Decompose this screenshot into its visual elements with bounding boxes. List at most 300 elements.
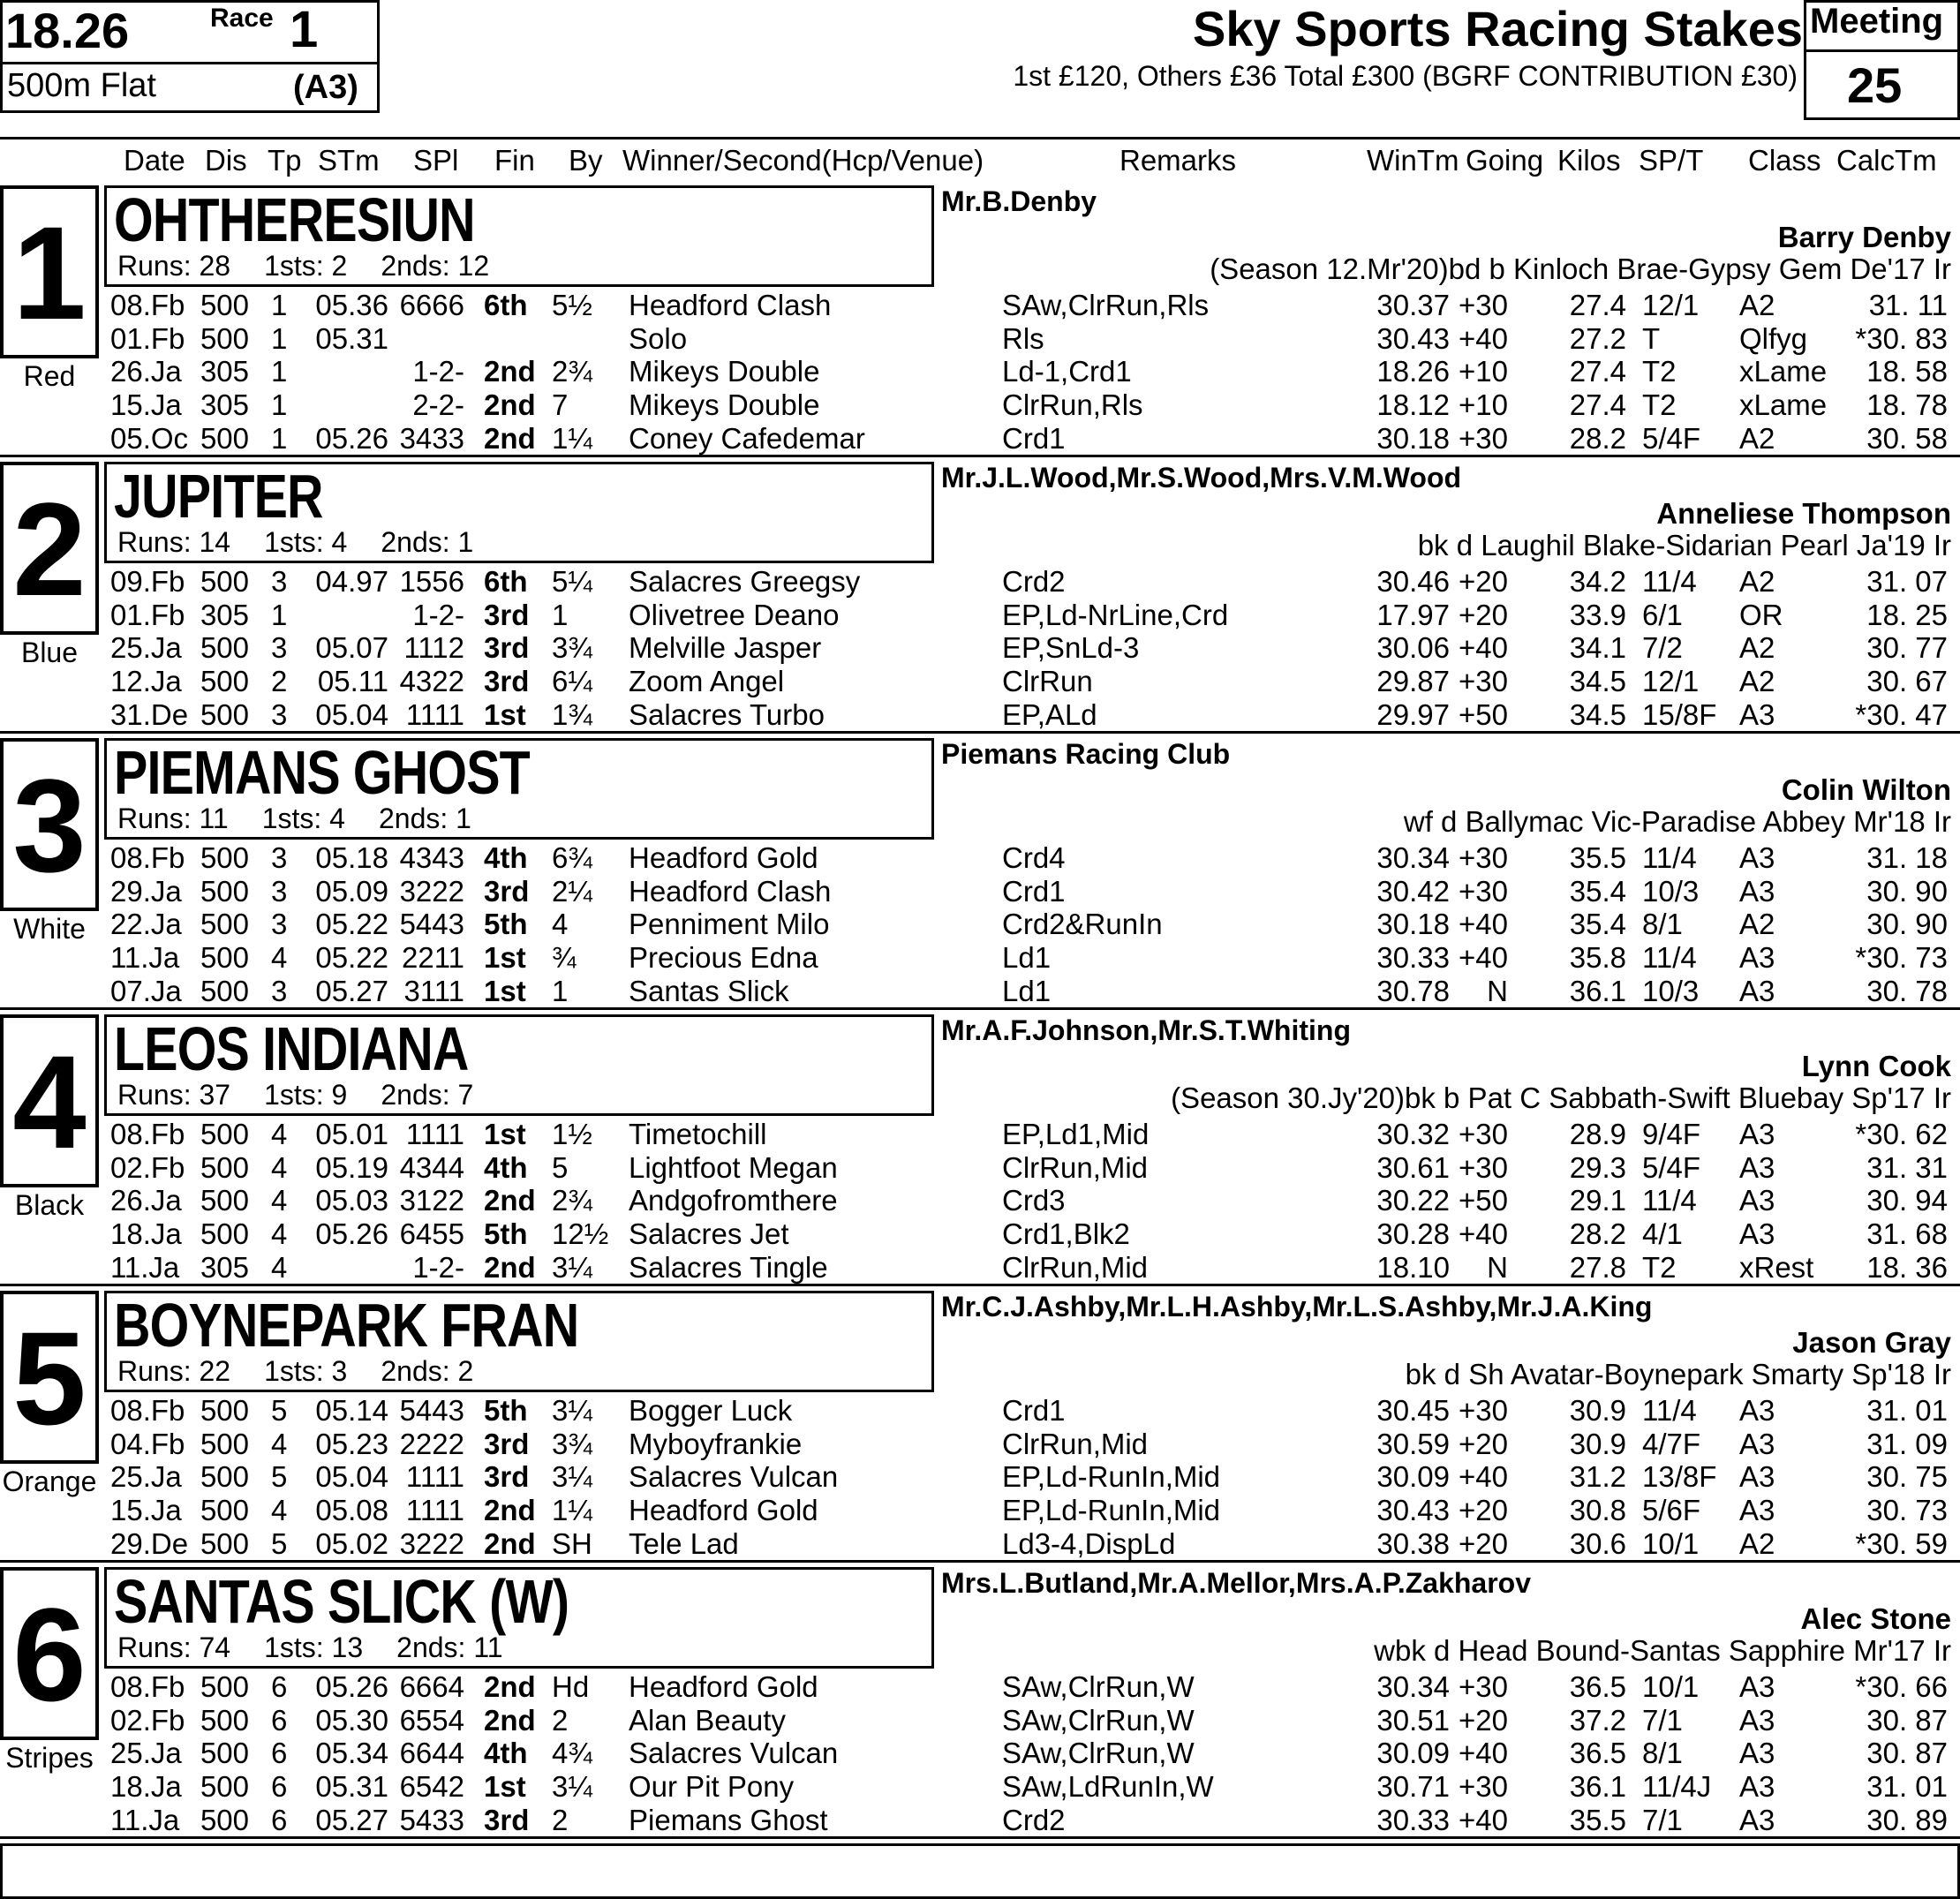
form-row [0, 975, 1960, 1008]
form-cell-sp-t: 11/4 [1642, 1184, 1697, 1217]
form-cell-by: 4 [552, 908, 569, 940]
form-cell-class: A3 [1739, 1737, 1775, 1769]
form-cell-stm: 05.01 [315, 1118, 388, 1150]
form-cell-going: +40 [1459, 631, 1508, 664]
form-cell-wintm: 30.37 [1376, 289, 1450, 321]
form-cell-calctm: 30. 90 [1866, 875, 1948, 908]
form-row [0, 1428, 1960, 1461]
form-cell-date: 26.Ja [110, 1184, 182, 1217]
form-cell-sp-t: T2 [1642, 1251, 1677, 1284]
form-cell-going: +40 [1459, 941, 1508, 974]
form-cell-class: A3 [1739, 1704, 1775, 1737]
form-cell-fin: 3rd [484, 1460, 530, 1493]
form-cell-class: A2 [1739, 289, 1775, 321]
form-cell-spl: 1111 [405, 1494, 464, 1526]
form-cell-winner-second-hcp-venue-: Mikeys Double [629, 355, 820, 388]
form-cell-spl: 5443 [399, 908, 464, 940]
form-cell-winner-second-hcp-venue-: Melville Jasper [629, 631, 822, 664]
form-cell-sp-t: 4/7F [1642, 1428, 1701, 1460]
form-cell-dis: 500 [200, 875, 249, 908]
form-cell-dis: 500 [200, 1527, 249, 1560]
form-cell-going: +40 [1459, 1737, 1508, 1769]
form-cell-stm: 05.03 [315, 1184, 388, 1217]
form-cell-class: A3 [1739, 1428, 1775, 1460]
form-cell-by: 3¼ [552, 1460, 592, 1493]
form-row [0, 841, 1960, 875]
form-cell-wintm: 30.59 [1376, 1428, 1450, 1460]
form-cell-tp: 4 [271, 1251, 288, 1284]
trainer-name: Anneliese Thompson [1656, 497, 1951, 530]
seconds-count: 2nds: 2 [381, 1355, 474, 1387]
runner-section [0, 1014, 1960, 1290]
form-cell-wintm: 30.34 [1376, 841, 1450, 874]
form-cell-fin: 1st [484, 1118, 526, 1150]
form-row [0, 422, 1960, 456]
dog-name: LEOS INDIANA [114, 1014, 469, 1083]
form-cell-wintm: 18.10 [1376, 1251, 1450, 1284]
dog-record [117, 1631, 537, 1664]
form-cell-going: +20 [1459, 1527, 1508, 1560]
form-cell-date: 29.De [110, 1527, 189, 1560]
form-cell-date: 08.Fb [110, 1118, 185, 1150]
trainer-name: Barry Denby [1777, 221, 1951, 253]
form-cell-date: 25.Ja [110, 1460, 182, 1493]
form-cell-stm: 05.36 [315, 289, 388, 321]
form-cell-class: A2 [1739, 665, 1775, 697]
form-cell-kilos: 28.2 [1569, 422, 1626, 455]
form-cell-kilos: 28.2 [1569, 1217, 1626, 1250]
form-cell-by: 1 [552, 975, 569, 1007]
form-cell-wintm: 30.33 [1376, 941, 1450, 974]
form-cell-dis: 305 [200, 388, 249, 421]
column-header: Date [124, 144, 185, 177]
form-cell-dis: 500 [200, 1704, 249, 1737]
trap-number: 6 [0, 1567, 99, 1740]
form-cell-dis: 500 [200, 1217, 249, 1250]
form-cell-dis: 500 [200, 941, 249, 974]
form-cell-remarks: Crd4 [1002, 841, 1066, 874]
dog-record [117, 1355, 507, 1388]
form-cell-fin: 3rd [484, 599, 530, 631]
dog-name-box [104, 1291, 934, 1392]
form-cell-stm: 04.97 [315, 565, 388, 598]
form-cell-tp: 4 [271, 1428, 288, 1460]
form-cell-dis: 305 [200, 1251, 249, 1284]
column-header: Dis [205, 144, 247, 177]
form-cell-going: +40 [1459, 908, 1508, 940]
dog-name-box [104, 462, 934, 563]
form-cell-wintm: 30.42 [1376, 875, 1450, 908]
form-cell-winner-second-hcp-venue-: Headford Gold [629, 1494, 818, 1526]
form-cell-fin: 2nd [484, 355, 536, 388]
form-cell-calctm: 31. 09 [1866, 1428, 1948, 1460]
form-cell-calctm: 30. 94 [1866, 1184, 1948, 1217]
form-cell-tp: 3 [271, 698, 288, 731]
form-row [0, 565, 1960, 599]
form-cell-remarks: Ld1 [1002, 975, 1052, 1007]
form-cell-wintm: 30.78 [1376, 975, 1450, 1007]
form-cell-fin: 5th [484, 1217, 528, 1250]
form-cell-date: 11.Ja [110, 941, 180, 974]
form-cell-calctm: *30. 73 [1855, 941, 1948, 974]
form-cell-dis: 500 [200, 1804, 249, 1836]
breeding-info: bk d Sh Avatar-Boynepark Smarty Sp'18 Ir [1405, 1358, 1951, 1390]
form-cell-by: 3¾ [552, 631, 592, 664]
form-cell-sp-t: 15/8F [1642, 698, 1717, 731]
form-cell-winner-second-hcp-venue-: Andgofromthere [629, 1184, 838, 1217]
form-cell-spl: 2222 [399, 1428, 464, 1460]
form-row [0, 599, 1960, 632]
form-cell-tp: 3 [271, 565, 288, 598]
form-cell-tp: 1 [271, 422, 288, 455]
form-cell-sp-t: 10/1 [1642, 1527, 1700, 1560]
form-cell-tp: 4 [271, 941, 288, 974]
form-cell-remarks: Crd3 [1002, 1184, 1066, 1217]
form-cell-calctm: 18. 58 [1866, 355, 1948, 388]
form-cell-dis: 500 [200, 1670, 249, 1703]
form-cell-tp: 6 [271, 1670, 288, 1703]
form-cell-tp: 2 [271, 665, 288, 697]
owner-name: Mr.C.J.Ashby,Mr.L.H.Ashby,Mr.L.S.Ashby,Mr.J.A.King [941, 1291, 1653, 1323]
form-cell-stm: 05.26 [315, 1670, 388, 1703]
form-cell-date: 11.Ja [110, 1804, 180, 1836]
form-cell-stm: 05.22 [315, 941, 388, 974]
form-cell-spl: 4322 [399, 665, 464, 697]
form-cell-date: 31.De [110, 698, 189, 731]
form-cell-winner-second-hcp-venue-: Santas Slick [629, 975, 789, 1007]
form-cell-stm: 05.18 [315, 841, 388, 874]
form-cell-fin: 6th [484, 565, 528, 598]
runner-section [0, 1291, 1960, 1566]
form-cell-kilos: 28.9 [1569, 1118, 1626, 1150]
form-cell-going: +20 [1459, 1494, 1508, 1526]
form-cell-class: A3 [1739, 1184, 1775, 1217]
form-cell-fin: 2nd [484, 388, 536, 421]
form-cell-tp: 5 [271, 1394, 288, 1427]
race-label: Race [210, 4, 274, 33]
form-cell-date: 25.Ja [110, 631, 182, 664]
form-cell-tp: 6 [271, 1704, 288, 1737]
form-cell-calctm: 30. 58 [1866, 422, 1948, 455]
form-cell-fin: 2nd [484, 1494, 536, 1526]
race-distance: 500m Flat [7, 67, 156, 104]
form-cell-stm: 05.07 [315, 631, 388, 664]
dog-name: JUPITER [114, 462, 323, 531]
form-cell-date: 01.Fb [110, 322, 185, 355]
form-cell-kilos: 34.1 [1569, 631, 1626, 664]
form-cell-wintm: 30.46 [1376, 565, 1450, 598]
form-cell-wintm: 30.22 [1376, 1184, 1450, 1217]
form-cell-stm: 05.04 [315, 698, 388, 731]
column-header: SPl [413, 144, 459, 177]
form-cell-kilos: 29.1 [1569, 1184, 1626, 1217]
form-cell-class: A3 [1739, 975, 1775, 1007]
form-row [0, 1494, 1960, 1527]
form-cell-by: 5¼ [552, 565, 592, 598]
form-cell-stm: 05.27 [315, 1804, 388, 1836]
form-cell-tp: 4 [271, 1217, 288, 1250]
form-cell-winner-second-hcp-venue-: Tele Lad [629, 1527, 739, 1560]
form-cell-winner-second-hcp-venue-: Lightfoot Megan [629, 1151, 838, 1184]
runs-count: Runs: 37 [117, 1079, 231, 1111]
form-row [0, 1118, 1960, 1151]
form-cell-date: 02.Fb [110, 1704, 185, 1737]
form-cell-by: 6¾ [552, 841, 592, 874]
form-cell-by: 1¼ [552, 422, 592, 455]
form-row [0, 1217, 1960, 1251]
form-cell-tp: 4 [271, 1151, 288, 1184]
form-cell-sp-t: 7/1 [1642, 1804, 1683, 1836]
form-row [0, 875, 1960, 908]
form-cell-kilos: 35.4 [1569, 908, 1626, 940]
form-cell-going: +30 [1459, 422, 1508, 455]
form-cell-sp-t: 10/3 [1642, 875, 1700, 908]
firsts-count: 1sts: 9 [264, 1079, 348, 1111]
form-cell-tp: 5 [271, 1527, 288, 1560]
form-cell-remarks: Rls [1002, 322, 1044, 355]
form-cell-calctm: *30. 66 [1855, 1670, 1948, 1703]
form-cell-by: 1¾ [552, 698, 592, 731]
form-cell-wintm: 30.18 [1376, 422, 1450, 455]
breeding-info: bk d Laughil Blake-Sidarian Pearl Ja'19 Ir [1417, 529, 1951, 561]
form-cell-remarks: SAw,ClrRun,W [1002, 1737, 1195, 1769]
column-header: CalcTm [1836, 144, 1937, 177]
form-cell-remarks: ClrRun,Mid [1002, 1428, 1149, 1460]
form-cell-remarks: ClrRun [1002, 665, 1093, 697]
form-cell-tp: 4 [271, 1118, 288, 1150]
form-cell-spl: 4344 [399, 1151, 464, 1184]
form-cell-class: A3 [1739, 841, 1775, 874]
form-cell-calctm: 30. 89 [1866, 1804, 1948, 1836]
form-cell-wintm: 18.12 [1376, 388, 1450, 421]
race-time: 18.26 [5, 3, 130, 58]
form-cell-stm: 05.08 [315, 1494, 388, 1526]
form-cell-winner-second-hcp-venue-: Salacres Tingle [629, 1251, 828, 1284]
form-cell-remarks: ClrRun,Mid [1002, 1251, 1149, 1284]
form-cell-by: 2 [552, 1704, 569, 1737]
form-cell-stm: 05.31 [315, 1770, 388, 1803]
form-cell-remarks: Crd2&RunIn [1002, 908, 1163, 940]
form-cell-sp-t: 5/6F [1642, 1494, 1701, 1526]
section-divider [0, 1836, 1960, 1839]
runs-count: Runs: 74 [117, 1631, 231, 1663]
form-cell-by: ¾ [552, 941, 577, 974]
form-cell-class: A2 [1739, 1527, 1775, 1560]
form-cell-sp-t: 11/4 [1642, 941, 1697, 974]
form-cell-winner-second-hcp-venue-: Our Pit Pony [629, 1770, 795, 1803]
form-cell-date: 01.Fb [110, 599, 185, 631]
form-cell-by: 5 [552, 1151, 569, 1184]
owner-name: Mr.A.F.Johnson,Mr.S.T.Whiting [941, 1014, 1351, 1046]
form-cell-dis: 500 [200, 289, 249, 321]
race-grade: (A3) [293, 69, 358, 106]
runs-count: Runs: 28 [117, 250, 231, 282]
form-cell-winner-second-hcp-venue-: Solo [629, 322, 688, 355]
trap-colour: Red [23, 360, 76, 392]
form-cell-class: A3 [1739, 875, 1775, 908]
column-header: Winner/Second(Hcp/Venue) [622, 144, 984, 177]
form-cell-by: 3¾ [552, 1428, 592, 1460]
form-cell-wintm: 30.43 [1376, 1494, 1450, 1526]
form-cell-kilos: 30.9 [1569, 1428, 1626, 1460]
form-row [0, 1737, 1960, 1770]
form-cell-wintm: 30.71 [1376, 1770, 1450, 1803]
form-cell-date: 08.Fb [110, 1670, 185, 1703]
runner-section [0, 738, 1960, 1014]
form-cell-spl: 1-2- [412, 599, 464, 631]
form-cell-class: A3 [1739, 698, 1775, 731]
form-cell-spl: 1-2- [412, 355, 464, 388]
form-cell-winner-second-hcp-venue-: Salacres Vulcan [629, 1460, 839, 1493]
form-cell-by: Hd [552, 1670, 590, 1703]
form-cell-tp: 3 [271, 875, 288, 908]
form-cell-going: +10 [1459, 355, 1508, 388]
form-cell-kilos: 27.4 [1569, 355, 1626, 388]
form-cell-calctm: 30. 77 [1866, 631, 1948, 664]
form-cell-tp: 6 [271, 1804, 288, 1836]
firsts-count: 1sts: 2 [264, 250, 348, 282]
form-cell-stm: 05.04 [315, 1460, 388, 1493]
form-cell-by: 2¾ [552, 355, 592, 388]
form-cell-wintm: 30.34 [1376, 1670, 1450, 1703]
race-info-divider [0, 62, 380, 64]
column-header: Fin [494, 144, 535, 177]
form-cell-date: 08.Fb [110, 289, 185, 321]
dog-name: BOYNEPARK FRAN [114, 1291, 579, 1360]
form-cell-fin: 1st [484, 698, 526, 731]
form-cell-going: +40 [1459, 1460, 1508, 1493]
form-cell-class: xLame [1739, 355, 1828, 388]
form-cell-remarks: Crd1 [1002, 1394, 1066, 1427]
form-cell-spl: 6554 [399, 1704, 464, 1737]
form-row [0, 1770, 1960, 1804]
meeting-label: Meeting [1810, 2, 1944, 41]
form-cell-winner-second-hcp-venue-: Myboyfrankie [629, 1428, 803, 1460]
form-cell-sp-t: 8/1 [1642, 908, 1683, 940]
form-cell-fin: 2nd [484, 1251, 536, 1284]
form-cell-kilos: 27.4 [1569, 388, 1626, 421]
form-cell-remarks: Ld3-4,DispLd [1002, 1527, 1176, 1560]
form-cell-by: 5½ [552, 289, 592, 321]
form-cell-dis: 500 [200, 631, 249, 664]
form-cell-fin: 2nd [484, 422, 536, 455]
form-cell-wintm: 30.43 [1376, 322, 1450, 355]
form-cell-spl: 1111 [405, 698, 464, 731]
form-cell-tp: 3 [271, 908, 288, 940]
dog-name-box [104, 1014, 934, 1116]
form-cell-winner-second-hcp-venue-: Coney Cafedemar [629, 422, 865, 455]
owner-name: Mrs.L.Butland,Mr.A.Mellor,Mrs.A.P.Zakharov [941, 1567, 1531, 1599]
dog-name: PIEMANS GHOST [114, 738, 530, 807]
form-cell-date: 22.Ja [110, 908, 182, 940]
form-cell-winner-second-hcp-venue-: Headford Gold [629, 841, 818, 874]
dog-name-box [104, 185, 934, 287]
firsts-count: 1sts: 13 [264, 1631, 364, 1663]
form-cell-fin: 4th [484, 1151, 528, 1184]
form-cell-sp-t: 11/4 [1642, 1394, 1697, 1427]
form-cell-going: +30 [1459, 1151, 1508, 1184]
firsts-count: 1sts: 4 [264, 526, 348, 558]
form-cell-remarks: EP,Ld-RunIn,Mid [1002, 1460, 1221, 1493]
form-cell-calctm: 30. 73 [1866, 1494, 1948, 1526]
trainer-name: Jason Gray [1792, 1326, 1951, 1359]
form-cell-stm: 05.09 [315, 875, 388, 908]
seconds-count: 2nds: 1 [381, 526, 474, 558]
form-cell-by: 6¼ [552, 665, 592, 697]
form-cell-sp-t: 11/4 [1642, 841, 1697, 874]
section-divider [0, 1007, 1960, 1010]
form-cell-calctm: 18. 25 [1866, 599, 1948, 631]
form-cell-spl: 1-2- [412, 1251, 464, 1284]
race-title: Sky Sports Racing Stakes [1193, 1, 1803, 57]
form-cell-spl: 4343 [399, 841, 464, 874]
form-cell-spl: 6666 [399, 289, 464, 321]
form-cell-sp-t: 12/1 [1642, 289, 1700, 321]
form-cell-calctm: 30. 87 [1866, 1737, 1948, 1769]
form-cell-date: 25.Ja [110, 1737, 182, 1769]
form-cell-class: A3 [1739, 1151, 1775, 1184]
form-cell-kilos: 36.1 [1569, 1770, 1626, 1803]
form-cell-winner-second-hcp-venue-: Olivetree Deano [629, 599, 840, 631]
form-row [0, 908, 1960, 941]
form-cell-winner-second-hcp-venue-: Headford Clash [629, 289, 832, 321]
form-cell-spl: 3111 [403, 975, 464, 1007]
runs-count: Runs: 14 [117, 526, 231, 558]
form-cell-going: +20 [1459, 599, 1508, 631]
form-cell-calctm: 31. 01 [1866, 1770, 1948, 1803]
section-divider [0, 1560, 1960, 1563]
form-cell-by: 1½ [552, 1118, 592, 1150]
form-cell-stm: 05.27 [315, 975, 388, 1007]
form-cell-wintm: 30.61 [1376, 1151, 1450, 1184]
form-cell-fin: 3rd [484, 1804, 530, 1836]
form-cell-kilos: 29.3 [1569, 1151, 1626, 1184]
form-cell-wintm: 30.51 [1376, 1704, 1450, 1737]
form-cell-kilos: 34.5 [1569, 698, 1626, 731]
form-cell-fin: 1st [484, 941, 526, 974]
form-cell-remarks: EP,Ld-RunIn,Mid [1002, 1494, 1221, 1526]
form-cell-sp-t: 6/1 [1642, 599, 1683, 631]
runs-count: Runs: 11 [117, 803, 229, 834]
form-cell-winner-second-hcp-venue-: Headford Clash [629, 875, 832, 908]
form-cell-dis: 500 [200, 322, 249, 355]
form-cell-date: 18.Ja [110, 1770, 182, 1803]
form-cell-sp-t: 7/1 [1642, 1704, 1683, 1737]
form-cell-going: +30 [1459, 841, 1508, 874]
form-cell-class: OR [1739, 599, 1783, 631]
form-row [0, 388, 1960, 422]
trap-number: 5 [0, 1291, 99, 1464]
form-cell-tp: 4 [271, 1494, 288, 1526]
form-row [0, 1251, 1960, 1285]
form-cell-sp-t: 5/4F [1642, 422, 1701, 455]
form-cell-going: +50 [1459, 1184, 1508, 1217]
form-cell-spl: 6644 [399, 1737, 464, 1769]
form-cell-dis: 500 [200, 565, 249, 598]
form-cell-spl: 3222 [399, 1527, 464, 1560]
form-cell-remarks: ClrRun,Mid [1002, 1151, 1149, 1184]
form-cell-kilos: 30.8 [1569, 1494, 1626, 1526]
form-cell-fin: 3rd [484, 1428, 530, 1460]
form-cell-stm: 05.11 [317, 665, 388, 697]
form-cell-fin: 5th [484, 1394, 528, 1427]
form-cell-class: A2 [1739, 422, 1775, 455]
form-cell-going: +40 [1459, 1804, 1508, 1836]
form-cell-kilos: 35.4 [1569, 875, 1626, 908]
runner-section [0, 462, 1960, 737]
form-cell-fin: 4th [484, 841, 528, 874]
trap-colour: Black [14, 1189, 85, 1221]
